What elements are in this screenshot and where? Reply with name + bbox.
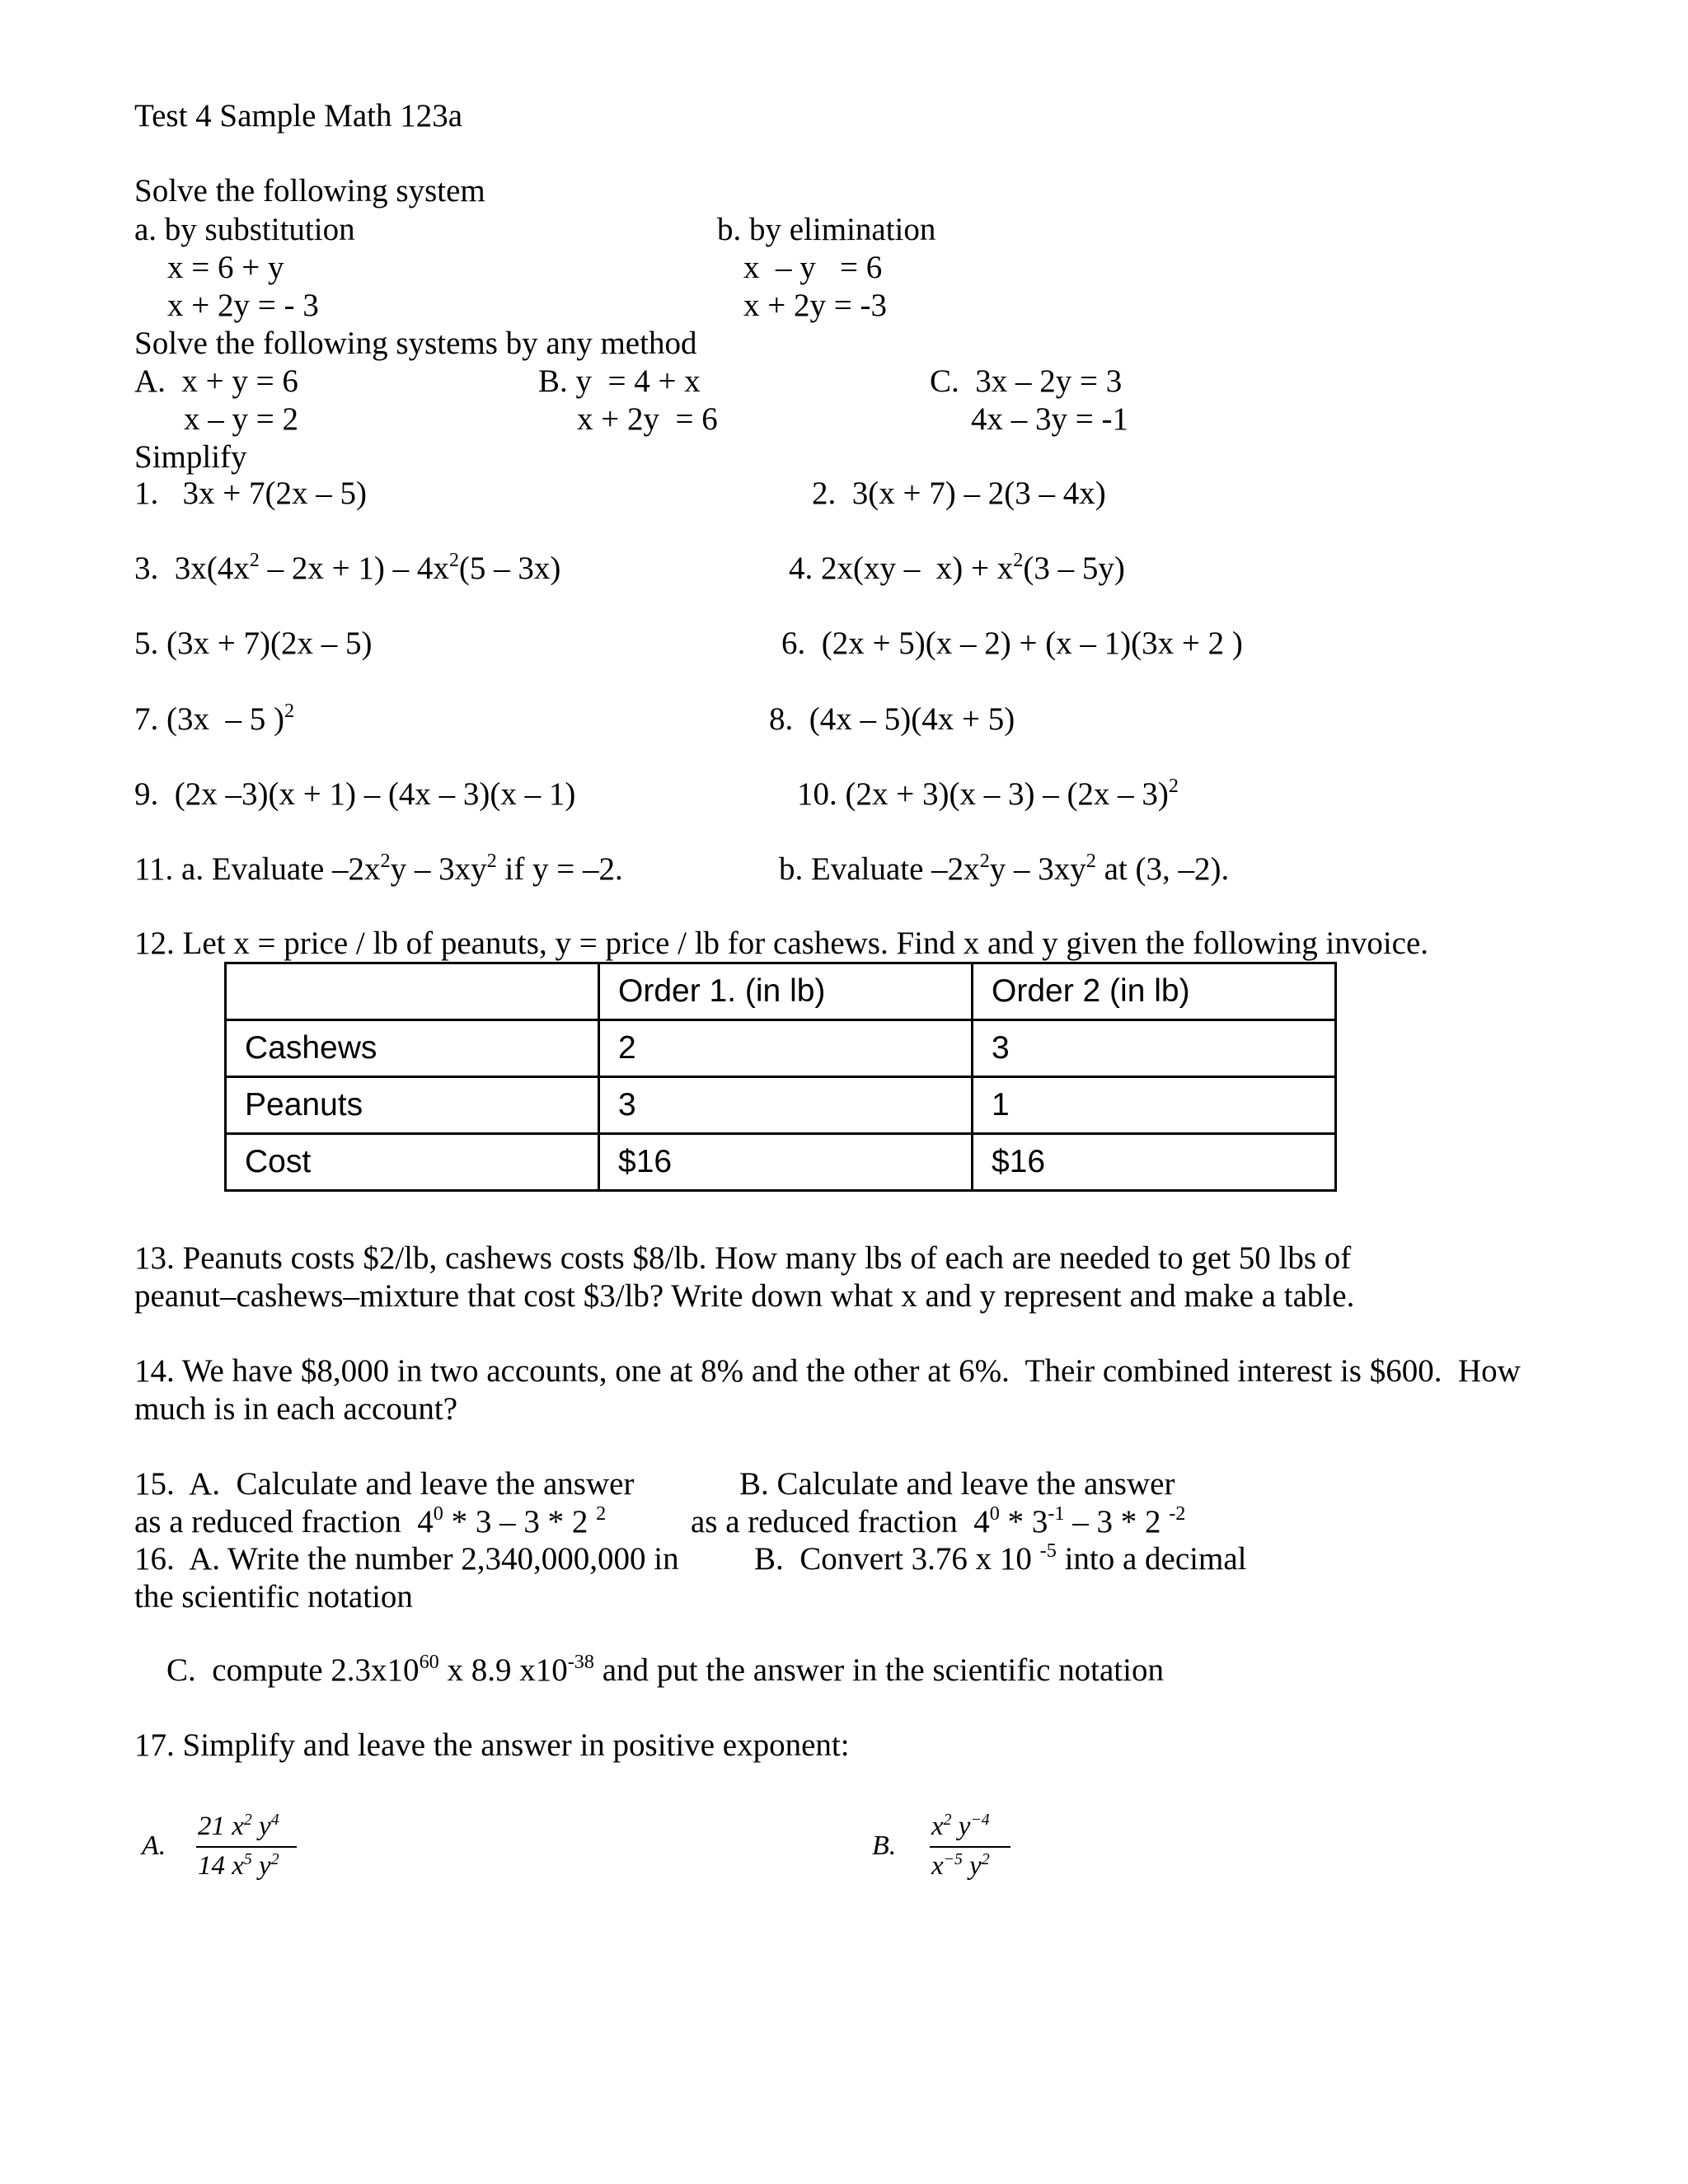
system-B-eq1: B. y = 4 + x (538, 363, 701, 399)
system-b-eq1: x – y = 6 (743, 250, 883, 285)
problem-4: 4. $2x(xy - x) + x^2(3 - 5y)$ (789, 549, 1125, 586)
fraction-A-numerator: 21 $x^2$ $y^4$ (198, 1810, 279, 1841)
table-header-cell (226, 963, 599, 1020)
fraction-B (930, 1805, 1020, 1887)
systems-any-intro: Solve the following systems by any method (134, 326, 697, 361)
q17-A-label: A. (142, 1830, 166, 1861)
question-13-line-1: 13. Peanuts costs $2/lb, cashews costs $8/lb. How many lbs of each are needed to get 50 lbs of (134, 1240, 1352, 1276)
system-C-eq2: 4x – 3y = -1 (971, 401, 1128, 437)
question-17: 17. Simplify and leave the answer in positive exponent: (134, 1727, 850, 1763)
fraction-A-bar (196, 1846, 297, 1848)
question-16A-line-2: the scientific notation (134, 1579, 413, 1615)
table-cell: 1 (973, 1077, 1336, 1134)
question-15A-line-1: 15. A. Calculate and leave the answer (134, 1466, 635, 1502)
problem-3: 3. $3x(4x^2 - 2x + 1) - 4x^2(5 - 3x)$ (134, 549, 561, 586)
problem-11b: b. Evaluate $-2x^2y - 3xy^2$ at (3, –2). (779, 850, 1230, 887)
question-12: 12. Let x = price / lb of peanuts, y = price / lb for cashews. Find x and y given the following invoice. (134, 926, 1429, 961)
system-a-eq2: x + 2y = - 3 (167, 288, 319, 323)
table-cell: 3 (973, 1020, 1336, 1077)
problem-5: 5. (3x + 7)(2x – 5) (134, 626, 373, 661)
problem-1: 1. 3x + 7(2x – 5) (134, 476, 367, 511)
table-row (226, 1077, 1336, 1134)
table-row (226, 1134, 1336, 1191)
question-15B-line-1: B. Calculate and leave the answer (739, 1466, 1175, 1502)
problem-6: 6. (2x + 5)(x – 2) + (x – 1)(3x + 2 ) (781, 626, 1243, 661)
problem-9: 9. (2x –3)(x + 1) – (4x – 3)(x – 1) (134, 776, 576, 812)
table-cell: Cashews (226, 1020, 599, 1077)
table-cell: Cost (226, 1134, 599, 1191)
problem-7: 7. (3x – 5 )$^2$ (134, 700, 295, 737)
system-b-eq2: x + 2y = -3 (743, 288, 887, 323)
question-16B: B. Convert 3.76 x 10 $^{-5}$ into a decimal (754, 1540, 1247, 1577)
problem-11a: 11. a. Evaluate $-2x^2y - 3xy^2$ if y = –2. (134, 850, 623, 887)
system-B-eq2: x + 2y = 6 (577, 401, 718, 437)
problem-8: 8. (4x – 5)(4x + 5) (769, 701, 1015, 737)
question-14-line-1: 14. We have $8,000 in two accounts, one at 8% and the other at 6%. Their combined interest is $600. How (134, 1353, 1521, 1389)
question-14-line-2: much is in each account? (134, 1391, 457, 1427)
table-cell: Peanuts (226, 1077, 599, 1134)
q17-B-label: B. (872, 1830, 897, 1861)
fraction-A (196, 1805, 303, 1887)
problem-2: 2. 3(x + 7) – 2(3 – 4x) (812, 476, 1106, 511)
table-cell: 3 (599, 1077, 973, 1134)
table-header-row (226, 963, 1336, 1020)
table-row (226, 1020, 1336, 1077)
problem-10: 10. (2x + 3)(x – 3) – (2x – 3)$^2$ (797, 775, 1179, 812)
system-A-eq1: A. x + y = 6 (134, 363, 298, 399)
system-intro: Solve the following system (134, 173, 485, 209)
system-C-eq1: C. 3x – 2y = 3 (930, 363, 1123, 399)
question-15A-line-2: as a reduced fraction $4^0 * 3 - 3 * 2$ $^2$ (134, 1502, 607, 1540)
table-cell: $16 (973, 1134, 1336, 1191)
table-cell: $16 (599, 1134, 973, 1191)
question-16C: C. compute $2.3x10^{60}$ x 8.9 $x10^{-38}$ and put the answer in the scientific notation (166, 1651, 1164, 1688)
table-header-cell: Order 2 (in lb) (973, 963, 1336, 1020)
system-A-eq2: x – y = 2 (184, 401, 298, 437)
question-15B-line-2: as a reduced fraction $4^0 * 3^{-1} - 3 * 2$ $^{-2}$ (691, 1502, 1186, 1540)
fraction-B-bar (930, 1846, 1010, 1848)
table-cell: 2 (599, 1020, 973, 1077)
question-13-line-2: peanut–cashews–mixture that cost $3/lb? Write down what x and y represent and make a table. (134, 1278, 1355, 1314)
simplify-heading: Simplify (134, 439, 247, 475)
page-title: Test 4 Sample Math 123a (134, 98, 463, 134)
table-header-cell: Order 1. (in lb) (599, 963, 973, 1020)
fraction-A-denominator: 14 $x^5$ $y^2$ (198, 1849, 279, 1881)
system-b-label: b. by elimination (717, 212, 936, 247)
system-a-eq1: x = 6 + y (167, 250, 284, 285)
system-a-label: a. by substitution (134, 212, 355, 247)
fraction-B-numerator: $x^2$ $y^{-4}$ (931, 1810, 990, 1841)
invoice-table (224, 962, 1337, 1192)
fraction-B-denominator: $x^{-5}$ $y^2$ (931, 1849, 990, 1881)
question-16A-line-1: 16. A. Write the number 2,340,000,000 in (134, 1541, 679, 1577)
